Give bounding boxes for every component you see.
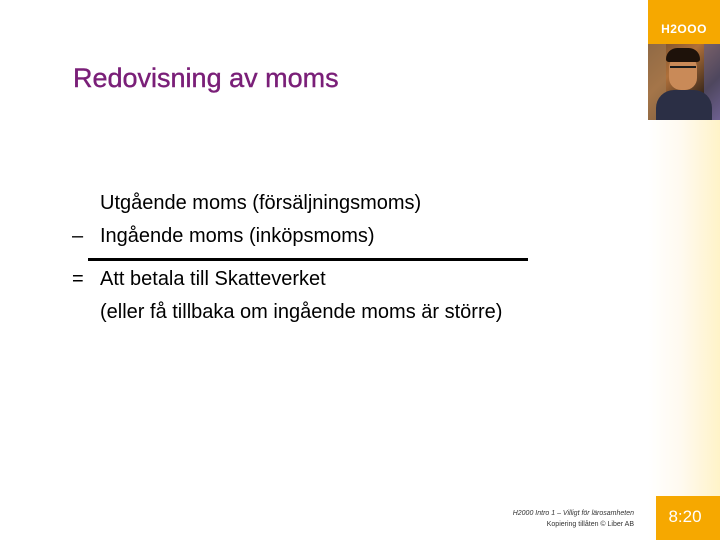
footer-line-1: H2000 Intro 1 – Villigt för lärosamheten <box>512 510 634 517</box>
line-output-vat: Utgående moms (försäljningsmoms) <box>100 192 422 214</box>
sum-rule <box>88 258 528 261</box>
line-refund-note: (eller få tillbaka om ingående moms är större) <box>100 301 503 323</box>
operator-equals: = <box>72 268 84 290</box>
footer-line-2: Kopiering tillåten © Liber AB <box>546 521 634 528</box>
brand-logo: H2OOO <box>661 22 707 36</box>
portrait-photo <box>648 44 720 120</box>
line-input-vat: Ingående moms (inköpsmoms) <box>100 225 375 247</box>
slide-title: Redovisning av moms <box>73 63 339 93</box>
operator-minus: – <box>72 225 84 247</box>
line-to-pay: Att betala till Skatteverket <box>100 268 326 290</box>
page-number: 8:20 <box>668 507 702 526</box>
footer-copyright <box>440 508 634 530</box>
